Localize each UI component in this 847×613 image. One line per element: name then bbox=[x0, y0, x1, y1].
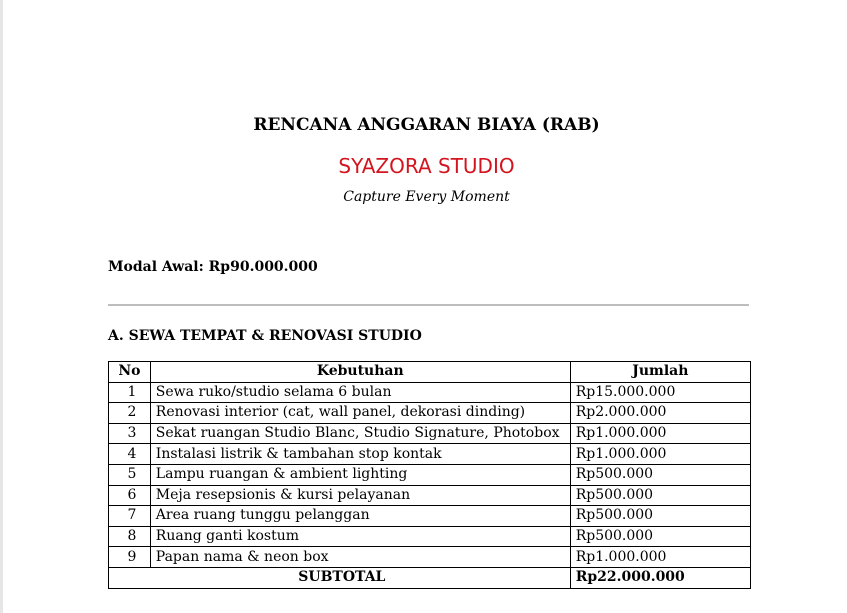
cell-no: 5 bbox=[109, 464, 151, 485]
column-header-kebutuhan: Kebutuhan bbox=[150, 362, 570, 383]
brand-tagline: Capture Every Moment bbox=[343, 189, 510, 205]
table-row bbox=[109, 547, 751, 568]
cell-kebutuhan: Meja resepsionis & kursi pelayanan bbox=[150, 485, 570, 506]
cell-kebutuhan: Sewa ruko/studio selama 6 bulan bbox=[150, 382, 570, 403]
table-row bbox=[109, 485, 751, 506]
cell-kebutuhan: Ruang ganti kostum bbox=[150, 526, 570, 547]
document-title: RENCANA ANGGARAN BIAYA (RAB) bbox=[253, 115, 600, 135]
cell-no: 4 bbox=[109, 444, 151, 465]
horizontal-divider bbox=[108, 304, 749, 306]
table-row bbox=[109, 464, 751, 485]
cell-kebutuhan: Instalasi listrik & tambahan stop kontak bbox=[150, 444, 570, 465]
cell-kebutuhan: Sekat ruangan Studio Blanc, Studio Signature, Photobox bbox=[150, 423, 570, 444]
subtotal-label: SUBTOTAL bbox=[109, 567, 571, 588]
initial-capital: Modal Awal: Rp90.000.000 bbox=[108, 259, 318, 275]
brand-name: SYAZORA STUDIO bbox=[338, 154, 515, 178]
table-row bbox=[109, 444, 751, 465]
table-row bbox=[109, 403, 751, 424]
cell-kebutuhan: Renovasi interior (cat, wall panel, dekorasi dinding) bbox=[150, 403, 570, 424]
cell-jumlah: Rp500.000 bbox=[570, 506, 750, 527]
budget-table-section-a bbox=[108, 361, 751, 589]
cell-no: 3 bbox=[109, 423, 151, 444]
table-row bbox=[109, 423, 751, 444]
cell-kebutuhan: Lampu ruangan & ambient lighting bbox=[150, 464, 570, 485]
cell-jumlah: Rp1.000.000 bbox=[570, 444, 750, 465]
cell-no: 7 bbox=[109, 506, 151, 527]
cell-jumlah: Rp1.000.000 bbox=[570, 423, 750, 444]
cell-no: 1 bbox=[109, 382, 151, 403]
cell-jumlah: Rp500.000 bbox=[570, 485, 750, 506]
cell-jumlah: Rp2.000.000 bbox=[570, 403, 750, 424]
column-header-no: No bbox=[109, 362, 151, 383]
cell-jumlah: Rp15.000.000 bbox=[570, 382, 750, 403]
cell-kebutuhan: Area ruang tunggu pelanggan bbox=[150, 506, 570, 527]
cell-no: 2 bbox=[109, 403, 151, 424]
cell-no: 9 bbox=[109, 547, 151, 568]
table-header-row bbox=[109, 362, 751, 383]
cell-kebutuhan: Papan nama & neon box bbox=[150, 547, 570, 568]
column-header-jumlah: Jumlah bbox=[570, 362, 750, 383]
cell-no: 8 bbox=[109, 526, 151, 547]
cell-no: 6 bbox=[109, 485, 151, 506]
table-row bbox=[109, 382, 751, 403]
table-row bbox=[109, 506, 751, 527]
table-row bbox=[109, 526, 751, 547]
cell-jumlah: Rp1.000.000 bbox=[570, 547, 750, 568]
cell-jumlah: Rp500.000 bbox=[570, 526, 750, 547]
cell-jumlah: Rp500.000 bbox=[570, 464, 750, 485]
subtotal-row bbox=[109, 567, 751, 588]
section-a-heading: A. SEWA TEMPAT & RENOVASI STUDIO bbox=[108, 328, 422, 344]
subtotal-value: Rp22.000.000 bbox=[570, 567, 750, 588]
